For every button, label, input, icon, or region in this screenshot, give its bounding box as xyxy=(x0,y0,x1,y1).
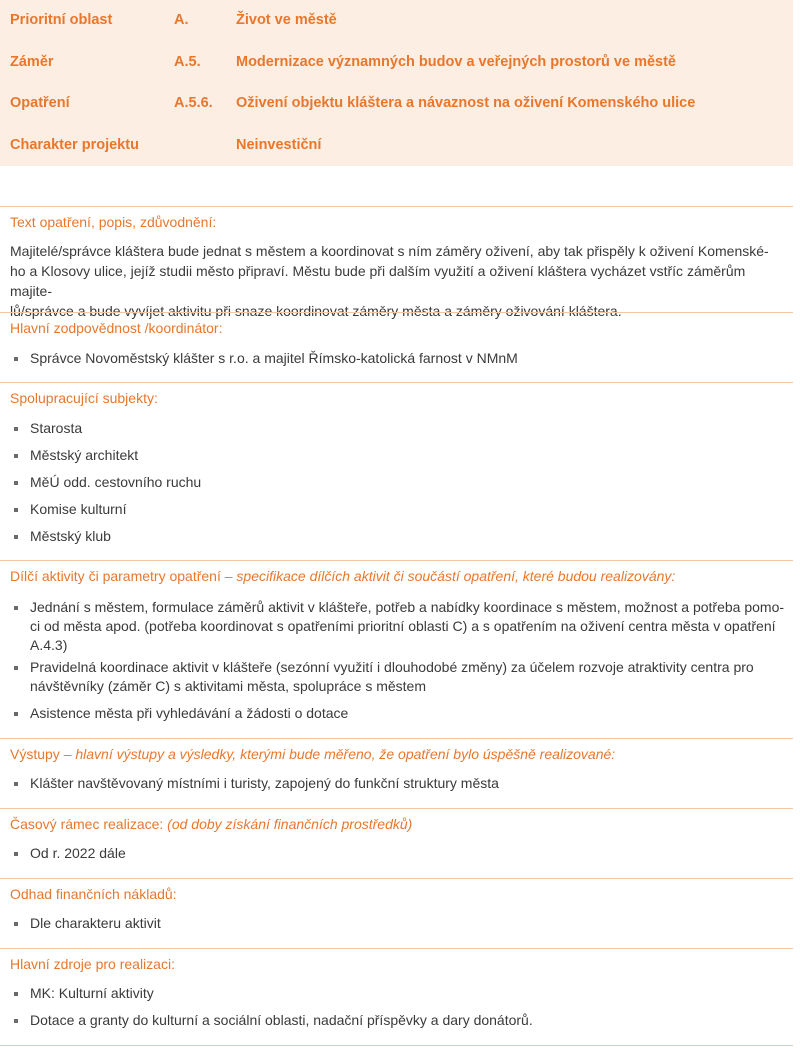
section-title: Dílčí aktivity či parametry opatření – specifikace dílčích aktivit či součástí opatření, které budou realizovány: xyxy=(10,568,676,584)
paragraph-line: lů/správce a bude vyvíjet aktivitu při snaze koordinovat záměry města a záměry oživování kláštera. xyxy=(10,303,622,319)
list-item: Správce Novoměstský klášter s r.o. a majitel Římsko-katolická farnost v NMnM xyxy=(10,349,785,368)
header-label: Prioritní oblast xyxy=(10,12,113,28)
bullet-icon xyxy=(14,992,18,996)
list-item: Od r. 2022 dále xyxy=(10,844,785,863)
bullet-icon xyxy=(14,922,18,926)
bullet-icon xyxy=(14,852,18,856)
section-partners xyxy=(0,382,793,561)
list-item: Asistence města při vyhledávání a žádosti o dotace xyxy=(10,704,785,723)
section-costs xyxy=(0,878,793,949)
header-value: Oživení objektu kláštera a návaznost na oživení Komenského ulice xyxy=(236,95,696,111)
section-title: Výstupy – hlavní výstupy a výsledky, kterými bude měřeno, že opatření bylo úspěšně realizované: xyxy=(10,746,616,762)
section-activities xyxy=(0,560,793,739)
section-outputs xyxy=(0,738,793,809)
list-item: Dotace a granty do kulturní a sociální oblasti, nadační příspěvky a dary donátorů. xyxy=(10,1011,785,1030)
bullet-icon xyxy=(14,454,18,458)
list-item: Pravidelná koordinace aktivit v klášteře (sezónní využití i dlouhodobé změny) za účelem rozvoje atraktivity centra pro návštěvníky (záměr C) s aktivitami města, spolupráce s městem xyxy=(10,658,785,696)
bullet-icon xyxy=(14,606,18,610)
bullet-icon xyxy=(14,666,18,670)
section-timeframe xyxy=(0,808,793,879)
section-sources xyxy=(0,948,793,1046)
bullet-icon xyxy=(14,535,18,539)
section-title: Časový rámec realizace: (od doby získání finančních prostředků) xyxy=(10,816,413,832)
header-box xyxy=(0,0,793,166)
bottom-divider xyxy=(0,1045,793,1046)
list-item: MěÚ odd. cestovního ruchu xyxy=(10,473,785,492)
header-code: A.5. xyxy=(174,54,201,70)
list-item: Komise kulturní xyxy=(10,500,785,519)
header-value: Život ve městě xyxy=(236,12,337,28)
list-item: Dle charakteru aktivit xyxy=(10,914,785,933)
header-value: Neinvestiční xyxy=(236,137,322,153)
paragraph-line: Majitelé/správce kláštera bude jednat s městem a koordinovat s ním záměry oživení, aby tak přispěly k oživení Komenské- xyxy=(10,243,769,259)
section-paragraph xyxy=(10,241,785,321)
bullet-icon xyxy=(14,782,18,786)
list-item: Jednání s městem, formulace záměrů aktivit v klášteře, potřeb a nabídky koordinace s městem, možnost a potřeba pomo- ci od města apod. (potřeba koordinovat s opatřeními prioritní oblasti C) a s opatřením na oživení centra města v opatření A.4.3) xyxy=(10,598,785,655)
list-item: MK: Kulturní aktivity xyxy=(10,984,785,1003)
section-title: Hlavní zdroje pro realizaci: xyxy=(10,956,175,972)
list-item: Starosta xyxy=(10,419,785,438)
bullet-icon xyxy=(14,508,18,512)
list-item: Městský architekt xyxy=(10,446,785,465)
section-title: Text opatření, popis, zdůvodnění: xyxy=(10,214,217,230)
list-item: Městský klub xyxy=(10,527,785,546)
section-responsibility xyxy=(0,312,793,383)
header-value: Modernizace významných budov a veřejných prostorů ve městě xyxy=(236,54,676,70)
bullet-icon xyxy=(14,1019,18,1023)
bullet-icon xyxy=(14,481,18,485)
section-text xyxy=(0,206,793,319)
header-label: Opatření xyxy=(10,95,70,111)
bullet-icon xyxy=(14,357,18,361)
list-item: Klášter navštěvovaný místními i turisty, zapojený do funkční struktury města xyxy=(10,774,785,793)
header-label: Charakter projektu xyxy=(10,137,139,153)
section-title: Hlavní zodpovědnost /koordinátor: xyxy=(10,320,223,336)
header-label: Záměr xyxy=(10,54,54,70)
header-code: A.5.6. xyxy=(174,95,213,111)
bullet-icon xyxy=(14,712,18,716)
section-title: Spolupracující subjekty: xyxy=(10,390,158,406)
header-code: A. xyxy=(174,12,189,28)
paragraph-line: ho a Klosovy ulice, jejíž studii město připraví. Městu bude při dalším využití a oživení kláštera vycházet vstříc záměrům majite- xyxy=(10,263,746,299)
section-title: Odhad finančních nákladů: xyxy=(10,886,177,902)
bullet-icon xyxy=(14,427,18,431)
